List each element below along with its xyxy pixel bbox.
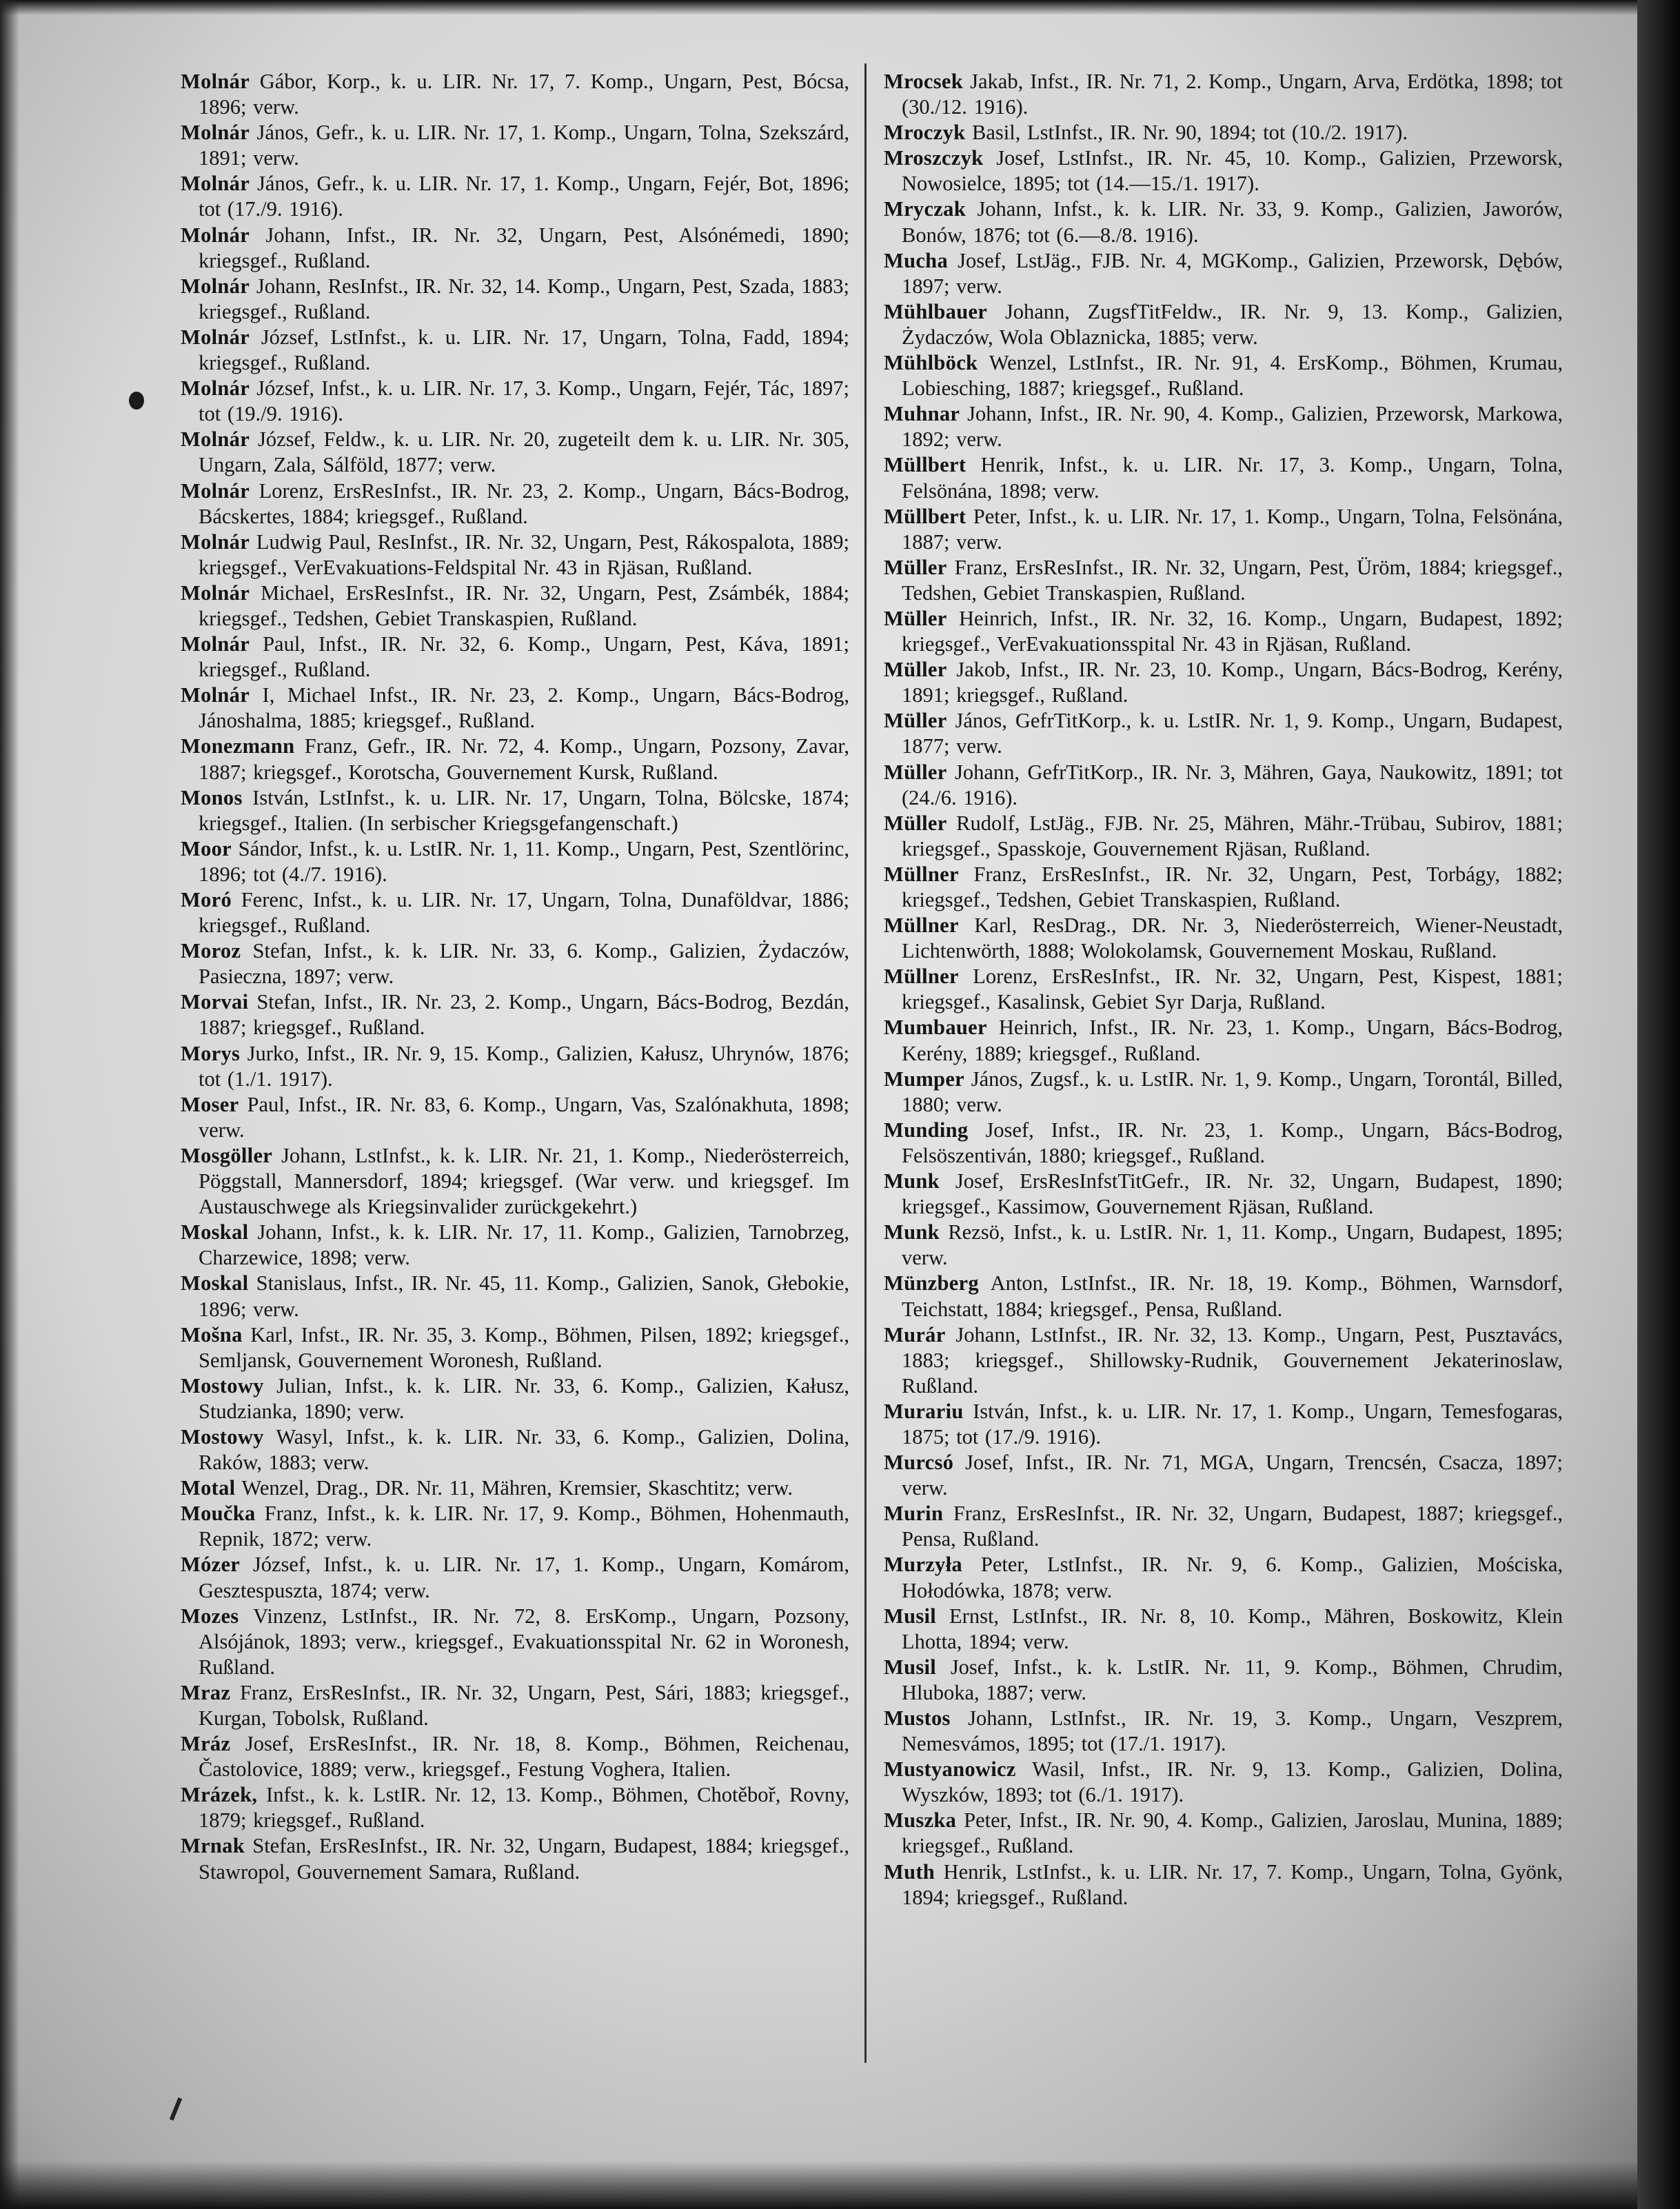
entry-surname: Molnár — [181, 376, 250, 401]
entry-details: Franz, Infst., k. k. LIR. Nr. 17, 9. Komp., Böhmen, Hohenmauth, Repnik, 1872; verw. — [199, 1502, 850, 1551]
entry-details: Rudolf, LstJäg., FJB. Nr. 25, Mähren, Mähr.-Trübau, Subirov, 1881; kriegsgef., Spasskoje, Gouvernement Rjäsan, Rußland. — [902, 811, 1563, 860]
entry-surname: Mrázek, — [181, 1783, 258, 1807]
entry-surname: Moró — [181, 888, 232, 911]
entry-details: János, GefrTitKorp., k. u. LstIR. Nr. 1, 9. Komp., Ungarn, Budapest, 1877; verw. — [902, 709, 1563, 758]
entry-details: János, Gefr., k. u. LIR. Nr. 17, 1. Komp., Ungarn, Fejér, Bot, 1896; tot (17./9. 1916). — [199, 172, 850, 221]
casualty-entry — [884, 760, 1563, 811]
casualty-entry — [884, 1220, 1563, 1271]
entry-surname: Monezmann — [181, 734, 295, 758]
casualty-entry — [884, 1859, 1563, 1910]
entry-surname: Mucha — [884, 248, 948, 272]
entry-details: Franz, ErsResInfst., IR. Nr. 32, Ungarn, Pest, Torbágy, 1882; kriegsgef., Tedshen, Gebiet Transkaspien, Rußland. — [902, 862, 1563, 911]
entry-details: Josef, ErsResInfst., IR. Nr. 18, 8. Komp., Böhmen, Reichenau, Častolovice, 1889; verw., kriegsgef., Festung Voghera, Italien. — [199, 1732, 849, 1782]
right-column — [884, 69, 1563, 1910]
entry-surname: Mroszczyk — [884, 146, 984, 170]
entry-details: Johann, GefrTitKorp., IR. Nr. 3, Mähren, Gaya, Naukowitz, 1891; tot (24./6. 1916). — [902, 760, 1563, 809]
entry-details: Lorenz, ErsResInfst., IR. Nr. 23, 2. Komp., Ungarn, Bács-Bodrog, Bácskertes, 1884; kriegsgef., Rußland. — [199, 478, 850, 528]
entry-details: Henrik, LstInfst., k. u. LIR. Nr. 17, 7. Komp., Ungarn, Tolna, Gyönk, 1894; kriegsgef., Rußland. — [902, 1859, 1563, 1909]
casualty-entry — [181, 785, 849, 836]
entry-details: Peter, Infst., k. u. LIR. Nr. 17, 1. Komp., Ungarn, Tolna, Felsönána, 1887; verw. — [902, 504, 1563, 554]
entry-details: Jurko, Infst., IR. Nr. 9, 15. Komp., Galizien, Kałusz, Uhrynów, 1876; tot (1./1. 1917). — [199, 1041, 850, 1091]
entry-surname: Molnár — [181, 529, 250, 554]
entry-surname: Moskal — [181, 1271, 249, 1295]
entry-surname: Musil — [884, 1655, 937, 1679]
entry-surname: Müllner — [884, 862, 959, 886]
entry-surname: Murariu — [884, 1399, 964, 1423]
entry-details: Ernst, LstInfst., IR. Nr. 8, 10. Komp., Mähren, Boskowitz, Klein Lhotta, 1894; verw. — [902, 1604, 1563, 1653]
entry-details: Lorenz, ErsResInfst., IR. Nr. 32, Ungarn, Pest, Kispest, 1881; kriegsgef., Kasalinsk, Gebiet Syr Darja, Rußland. — [902, 965, 1563, 1014]
casualty-entry — [181, 1552, 849, 1603]
casualty-entry — [884, 452, 1563, 503]
casualty-entry — [181, 632, 849, 683]
casualty-entry — [884, 657, 1563, 708]
entry-details: János, Zugsf., k. u. LstIR. Nr. 1, 9. Komp., Ungarn, Torontál, Billed, 1880; verw. — [902, 1067, 1563, 1116]
entry-surname: Mozes — [181, 1604, 239, 1628]
entry-details: Wasil, Infst., IR. Nr. 9, 13. Komp., Galizien, Dolina, Wyszków, 1893; tot (6./1. 1917). — [902, 1757, 1563, 1807]
entry-surname: Murzyła — [884, 1553, 962, 1577]
entry-surname: Molnár — [181, 478, 250, 503]
casualty-entry — [884, 555, 1563, 606]
scan-shadow-right — [1637, 0, 1680, 2209]
entry-surname: Mühlböck — [884, 351, 978, 375]
scan-shadow-top — [0, 0, 1680, 15]
entry-surname: Müller — [884, 811, 947, 835]
entry-surname: Motal — [181, 1476, 236, 1500]
entry-details: Jakob, Infst., IR. Nr. 23, 10. Komp., Ungarn, Bács-Bodrog, Kerény, 1891; kriegsgef., Rußland. — [902, 658, 1563, 707]
casualty-entry — [884, 964, 1563, 1015]
casualty-entry — [181, 989, 849, 1040]
entry-details: Josef, Infst., IR. Nr. 71, MGA, Ungarn, Trencsén, Csacza, 1897; verw. — [902, 1451, 1563, 1500]
casualty-entry — [884, 862, 1563, 913]
casualty-entry — [884, 1706, 1563, 1757]
entry-details: Heinrich, Infst., IR. Nr. 32, 16. Komp., Ungarn, Budapest, 1892; kriegsgef., VerEvakuationsspital Nr. 43 in Rjäsan, Rußland. — [902, 606, 1563, 656]
entry-surname: Molnár — [181, 274, 250, 298]
casualty-entry — [181, 1271, 849, 1322]
entry-surname: Münzberg — [884, 1271, 979, 1295]
entry-details: Gábor, Korp., k. u. LIR. Nr. 17, 7. Komp., Ungarn, Pest, Bócsa, 1896; verw. — [199, 70, 850, 119]
entry-surname: Müllbert — [884, 453, 966, 477]
casualty-entry — [884, 1808, 1563, 1859]
entry-surname: Müllbert — [884, 504, 966, 528]
casualty-entry — [181, 683, 849, 734]
entry-surname: Mustos — [884, 1706, 951, 1730]
entry-surname: Mryczak — [884, 197, 966, 221]
entry-details: I, Michael Infst., IR. Nr. 23, 2. Komp., Ungarn, Bács-Bodrog, Jánoshalma, 1885; kriegsgef., Rußland. — [199, 683, 849, 733]
casualty-entry — [884, 248, 1563, 299]
casualty-entry — [884, 1604, 1563, 1655]
entry-details: Stefan, Infst., IR. Nr. 23, 2. Komp., Ungarn, Bács-Bodrog, Bezdán, 1887; kriegsgef., Rußland. — [199, 990, 850, 1040]
entry-details: István, LstInfst., k. u. LIR. Nr. 17, Ungarn, Tolna, Bölcske, 1874; kriegsgef., Italien. (In serbischer Kriegsgefangenschaft.) — [199, 785, 849, 835]
entry-details: Josef, LstInfst., IR. Nr. 45, 10. Komp., Galizien, Przeworsk, Nowosielce, 1895; tot (14.—15./1. 1917). — [902, 146, 1563, 196]
casualty-entry — [884, 1271, 1563, 1322]
entry-surname: Mrnak — [181, 1834, 245, 1858]
entry-surname: Moroz — [181, 939, 241, 963]
entry-surname: Molnár — [181, 581, 250, 605]
entry-surname: Müllner — [884, 914, 959, 938]
casualty-entry — [181, 529, 849, 581]
entry-details: Basil, LstInfst., IR. Nr. 90, 1894; tot (10./2. 1917). — [972, 121, 1408, 145]
casualty-entry — [181, 223, 849, 274]
entry-surname: Mrocsek — [884, 70, 964, 93]
entry-surname: Mumper — [884, 1067, 964, 1091]
ink-mark — [170, 2097, 182, 2121]
entry-details: Peter, LstInfst., IR. Nr. 9, 6. Komp., Galizien, Mościska, Hołodówka, 1878; verw. — [902, 1553, 1563, 1602]
scan-shadow-bottom — [0, 2161, 1680, 2209]
casualty-entry — [884, 350, 1563, 401]
entry-surname: Mráz — [181, 1732, 231, 1756]
entry-surname: Munk — [884, 1169, 940, 1193]
entry-surname: Müller — [884, 709, 947, 733]
entry-details: Peter, Infst., IR. Nr. 90, 4. Komp., Galizien, Jaroslau, Munina, 1889; kriegsgef., Rußland. — [902, 1808, 1563, 1858]
entry-details: Franz, ErsResInfst., IR. Nr. 32, Ungarn, Budapest, 1887; kriegsgef., Pensa, Rußland. — [902, 1502, 1563, 1551]
casualty-entry — [181, 836, 849, 887]
entry-details: István, Infst., k. u. LIR. Nr. 17, 1. Komp., Ungarn, Temesfogaras, 1875; tot (17./9. 1916). — [902, 1399, 1563, 1449]
entry-details: Josef, LstJäg., FJB. Nr. 4, MGKomp., Galizien, Przeworsk, Dębów, 1897; verw. — [902, 248, 1563, 298]
casualty-entry — [884, 69, 1563, 120]
entry-details: Stanislaus, Infst., IR. Nr. 45, 11. Komp., Galizien, Sanok, Głebokie, 1896; verw. — [199, 1271, 849, 1321]
entry-details: Ludwig Paul, ResInfst., IR. Nr. 32, Ungarn, Pest, Rákospalota, 1889; kriegsgef., VerEvakuations-Feldspital Nr. 43 in Rjäsan, Rußland. — [199, 529, 850, 579]
casualty-entry — [181, 1731, 849, 1782]
entry-surname: Mostowy — [181, 1424, 264, 1449]
entry-surname: Munding — [884, 1118, 969, 1142]
casualty-entry — [181, 120, 849, 171]
casualty-entry — [181, 1782, 849, 1833]
entry-details: Karl, ResDrag., DR. Nr. 3, Niederösterreich, Wiener-Neustadt, Lichtenwörth, 1888; Wolokolamsk, Gouvernement Moskau, Rußland. — [902, 914, 1563, 963]
casualty-entry — [181, 1143, 849, 1220]
entry-surname: Molnár — [181, 427, 250, 452]
casualty-entry — [884, 606, 1563, 657]
entry-surname: Mustyanowicz — [884, 1757, 1016, 1782]
entry-surname: Müller — [884, 658, 947, 682]
entry-details: Infst., k. k. LstIR. Nr. 12, 13. Komp., Böhmen, Chotěboř, Rovny, 1879; kriegsgef., Rußland. — [199, 1783, 850, 1833]
entry-details: Stefan, ErsResInfst., IR. Nr. 32, Ungarn, Budapest, 1884; kriegsgef., Stawropol, Gouvernement Samara, Rußland. — [199, 1834, 849, 1884]
casualty-entry — [884, 1169, 1563, 1220]
casualty-entry — [181, 1833, 849, 1884]
casualty-entry — [181, 1041, 849, 1092]
entry-details: Franz, ErsResInfst., IR. Nr. 32, Ungarn, Pest, Sári, 1883; kriegsgef., Kurgan, Tobolsk, Rußland. — [199, 1680, 849, 1730]
casualty-entry — [181, 427, 849, 478]
casualty-entry — [181, 1092, 849, 1143]
entry-surname: Molnár — [181, 172, 250, 196]
casualty-entry — [181, 1322, 849, 1373]
casualty-entry — [181, 325, 849, 376]
entry-details: Karl, Infst., IR. Nr. 35, 3. Komp., Böhmen, Pilsen, 1892; kriegsgef., Semljansk, Gouvernement Woronesh, Rußland. — [199, 1322, 850, 1372]
entry-details: Franz, Gefr., IR. Nr. 72, 4. Komp., Ungarn, Pozsony, Zavar, 1887; kriegsgef., Korotscha, Gouvernement Kursk, Rußland. — [199, 734, 849, 784]
entry-surname: Müller — [884, 760, 947, 784]
entry-details: Stefan, Infst., k. k. LIR. Nr. 33, 6. Komp., Galizien, Żydaczów, Pasieczna, 1897; verw. — [199, 939, 850, 989]
entry-surname: Musil — [884, 1604, 937, 1628]
casualty-entry — [181, 938, 849, 989]
entry-surname: Molnár — [181, 632, 250, 656]
entry-details: József, Infst., k. u. LIR. Nr. 17, 1. Komp., Ungarn, Komárom, Gesztespuszta, 1874; verw. — [199, 1553, 849, 1602]
entry-details: Heinrich, Infst., IR. Nr. 23, 1. Komp., Ungarn, Bács-Bodrog, Kerény, 1889; kriegsgef., Rußland. — [902, 1016, 1563, 1065]
casualty-entry — [181, 376, 849, 427]
entry-surname: Molnár — [181, 683, 250, 707]
entry-surname: Müller — [884, 555, 947, 579]
entry-surname: Mraz — [181, 1680, 231, 1704]
entry-details: József, LstInfst., k. u. LIR. Nr. 17, Ungarn, Tolna, Fadd, 1894; kriegsgef., Rußland. — [199, 325, 850, 375]
entry-surname: Morvai — [181, 990, 249, 1014]
casualty-entry — [884, 811, 1563, 862]
punch-hole — [129, 392, 144, 410]
casualty-entry — [884, 145, 1563, 196]
entry-surname: Murin — [884, 1502, 944, 1526]
casualty-entry — [181, 734, 849, 785]
casualty-entry — [884, 1552, 1563, 1603]
entry-surname: Muth — [884, 1859, 935, 1884]
entry-surname: Morys — [181, 1041, 241, 1065]
casualty-entry — [884, 1450, 1563, 1501]
casualty-entry — [181, 1604, 849, 1680]
entry-details: Wasyl, Infst., k. k. LIR. Nr. 33, 6. Komp., Galizien, Dolina, Raków, 1883; verw. — [199, 1424, 849, 1475]
entry-details: József, Feldw., k. u. LIR. Nr. 20, zugeteilt dem k. u. LIR. Nr. 305, Ungarn, Zala, Sálföld, 1877; verw. — [199, 427, 850, 477]
casualty-entry — [181, 1220, 849, 1271]
entry-details: Julian, Infst., k. k. LIR. Nr. 33, 6. Komp., Galizien, Kałusz, Studzianka, 1890; verw. — [199, 1373, 849, 1423]
casualty-entry — [884, 504, 1563, 555]
casualty-entry — [181, 478, 849, 529]
entry-details: Vinzenz, LstInfst., IR. Nr. 72, 8. ErsKomp., Ungarn, Pozsony, Alsójánok, 1893; verw., kriegsgef., Evakuationsspital Nr. 62 in Woronesh, Rußland. — [199, 1604, 849, 1679]
entry-details: Paul, Infst., IR. Nr. 83, 6. Komp., Ungarn, Vas, Szalónakhuta, 1898; verw. — [199, 1092, 849, 1142]
entry-details: Johann, Infst., IR. Nr. 32, Ungarn, Pest, Alsónémedi, 1890; kriegsgef., Rußland. — [199, 223, 850, 272]
entry-surname: Molnár — [181, 121, 250, 145]
casualty-entry — [884, 401, 1563, 452]
casualty-entry — [181, 1680, 849, 1731]
entry-details: Sándor, Infst., k. u. LstIR. Nr. 1, 11. Komp., Ungarn, Pest, Szentlörinc, 1896; tot (4./7. 1916). — [199, 836, 850, 886]
entry-surname: Mošna — [181, 1322, 243, 1346]
entry-surname: Moskal — [181, 1220, 249, 1244]
entry-details: János, Gefr., k. u. LIR. Nr. 17, 1. Komp., Ungarn, Tolna, Szekszárd, 1891; verw. — [199, 121, 850, 170]
casualty-entry — [884, 708, 1563, 759]
entry-details: Josef, ErsResInfstTitGefr., IR. Nr. 32, Ungarn, Budapest, 1890; kriegsgef., Kassimow, Gouvernement Rjäsan, Rußland. — [902, 1169, 1563, 1219]
entry-surname: Molnár — [181, 325, 250, 349]
casualty-entry — [181, 1501, 849, 1552]
entry-details: Wenzel, LstInfst., IR. Nr. 91, 4. ErsKomp., Böhmen, Krumau, Lobiesching, 1887; kriegsgef., Rußland. — [902, 351, 1563, 401]
entry-surname: Munk — [884, 1220, 940, 1244]
entry-surname: Mózer — [181, 1553, 241, 1577]
entry-details: Johann, Infst., k. k. LIR. Nr. 17, 11. Komp., Galizien, Tarnobrzeg, Charzewice, 1898; verw. — [199, 1220, 850, 1270]
entry-surname: Mumbauer — [884, 1016, 987, 1040]
entry-details: Josef, Infst., k. k. LstIR. Nr. 11, 9. Komp., Böhmen, Chrudim, Hluboka, 1887; verw. — [902, 1655, 1563, 1704]
casualty-entry — [884, 1655, 1563, 1706]
casualty-entry — [884, 1757, 1563, 1808]
entry-surname: Müllner — [884, 965, 959, 989]
casualty-entry — [181, 1424, 849, 1475]
entry-details: Franz, ErsResInfst., IR. Nr. 32, Ungarn, Pest, Üröm, 1884; kriegsgef., Tedshen, Gebiet Transkaspien, Rußland. — [902, 555, 1563, 605]
entry-surname: Moučka — [181, 1502, 256, 1526]
casualty-entry — [181, 69, 849, 120]
casualty-entry — [884, 1501, 1563, 1552]
left-column — [181, 69, 849, 1885]
casualty-entry — [884, 299, 1563, 350]
entry-surname: Molnár — [181, 223, 250, 247]
entry-details: Johann, LstInfst., k. k. LIR. Nr. 21, 1. Komp., Niederösterreich, Pöggstall, Mannersdorf, 1894; kriegsgef. (War verw. und kriegsgef. Im Austauschwege als Kriegsinvalider zurückgekehrt.) — [199, 1143, 849, 1219]
scan-shadow-left — [0, 0, 19, 2209]
casualty-entry — [884, 913, 1563, 964]
entry-details: Josef, Infst., IR. Nr. 23, 1. Komp., Ungarn, Bács-Bodrog, Felsöszentiván, 1880; kriegsgef., Rußland. — [902, 1118, 1563, 1167]
entry-surname: Mostowy — [181, 1373, 264, 1398]
casualty-entry — [181, 1475, 849, 1501]
entry-surname: Monos — [181, 785, 243, 809]
casualty-entry — [884, 120, 1563, 145]
casualty-entry — [884, 1322, 1563, 1399]
entry-details: József, Infst., k. u. LIR. Nr. 17, 3. Komp., Ungarn, Fejér, Tác, 1897; tot (19./9. 1916). — [199, 376, 849, 426]
entry-surname: Mosgöller — [181, 1143, 273, 1167]
casualty-entry — [181, 1373, 849, 1424]
column-divider — [864, 63, 867, 2063]
entry-details: Johann, Infst., k. k. LIR. Nr. 33, 9. Komp., Galizien, Jaworów, Bonów, 1876; tot (6.—8./8. 1916). — [902, 197, 1563, 247]
entry-details: Johann, ResInfst., IR. Nr. 32, 14. Komp., Ungarn, Pest, Szada, 1883; kriegsgef., Rußland. — [199, 274, 849, 323]
entry-details: Rezsö, Infst., k. u. LstIR. Nr. 1, 11. Komp., Ungarn, Budapest, 1895; verw. — [902, 1220, 1563, 1270]
entry-details: Johann, Infst., IR. Nr. 90, 4. Komp., Galizien, Przeworsk, Markowa, 1892; verw. — [902, 402, 1563, 452]
entry-details: Wenzel, Drag., DR. Nr. 11, Mähren, Kremsier, Skaschtitz; verw. — [241, 1476, 793, 1500]
entry-surname: Muhnar — [884, 402, 960, 426]
entry-surname: Mühlbauer — [884, 299, 988, 323]
casualty-entry — [181, 887, 849, 938]
entry-surname: Muszka — [884, 1808, 957, 1833]
casualty-entry — [884, 1067, 1563, 1118]
casualty-entry — [181, 171, 849, 222]
entry-surname: Mroczyk — [884, 121, 966, 145]
entry-surname: Murcsó — [884, 1451, 954, 1475]
casualty-entry — [181, 581, 849, 632]
casualty-entry — [884, 196, 1563, 248]
casualty-entry — [884, 1015, 1563, 1066]
entry-details: Jakab, Infst., IR. Nr. 71, 2. Komp., Ungarn, Arva, Erdötka, 1898; tot (30./12. 1916). — [902, 70, 1563, 119]
entry-surname: Moor — [181, 836, 232, 860]
entry-details: Johann, ZugsfTitFeldw., IR. Nr. 9, 13. Komp., Galizien, Żydaczów, Wola Oblaznicka, 1885; verw. — [902, 299, 1563, 349]
entry-details: Johann, LstInfst., IR. Nr. 32, 13. Komp., Ungarn, Pest, Pusztavács, 1883; kriegsgef., Shillowsky-Rudnik, Gouvernement Jekaterinoslaw, Rußland. — [902, 1322, 1563, 1398]
casualty-entry — [884, 1118, 1563, 1169]
entry-surname: Molnár — [181, 70, 250, 93]
entry-details: Michael, ErsResInfst., IR. Nr. 32, Ungarn, Pest, Zsámbék, 1884; kriegsgef., Tedshen, Gebiet Transkaspien, Rußland. — [199, 581, 849, 630]
entry-surname: Müller — [884, 606, 947, 630]
entry-surname: Moser — [181, 1092, 239, 1116]
casualty-entry — [884, 1399, 1563, 1450]
entry-details: Henrik, Infst., k. u. LIR. Nr. 17, 3. Komp., Ungarn, Tolna, Felsönána, 1898; verw. — [902, 453, 1563, 503]
entry-details: Johann, LstInfst., IR. Nr. 19, 3. Komp., Ungarn, Veszprem, Nemesvámos, 1895; tot (17./1. 1917). — [902, 1706, 1563, 1756]
entry-details: Anton, LstInfst., IR. Nr. 18, 19. Komp., Böhmen, Warnsdorf, Teichstatt, 1884; kriegsgef., Pensa, Rußland. — [902, 1271, 1563, 1321]
entry-details: Ferenc, Infst., k. u. LIR. Nr. 17, Ungarn, Tolna, Dunaföldvar, 1886; kriegsgef., Rußland. — [199, 888, 850, 938]
entry-details: Paul, Infst., IR. Nr. 32, 6. Komp., Ungarn, Pest, Káva, 1891; kriegsgef., Rußland. — [199, 632, 849, 682]
entry-surname: Murár — [884, 1322, 946, 1346]
casualty-entry — [181, 274, 849, 325]
